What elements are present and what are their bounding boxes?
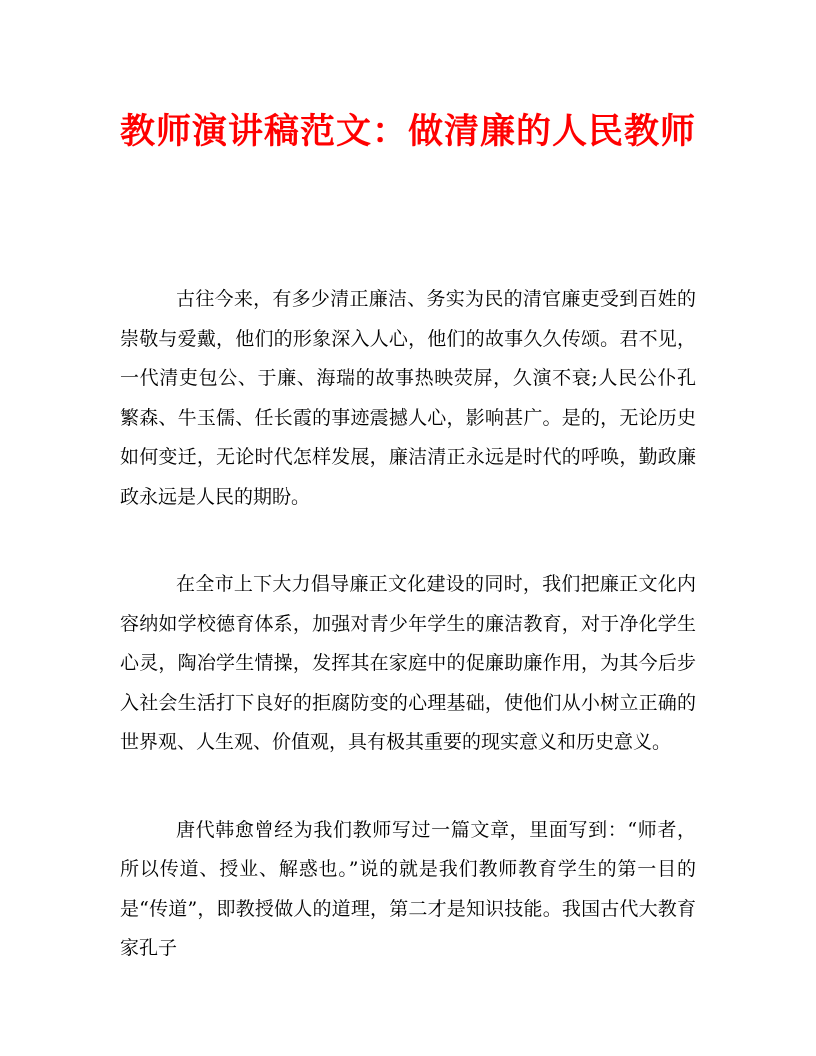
paragraph-1: 古往今来，有多少清正廉洁、务实为民的清官廉吏受到百姓的崇敬与爱戴，他们的形象深入人心，他们的故事久久传颂。君不见，一代清吏包公、于廉、海瑞的故事热映荧屏，久演不衰;人民公仆孔繁森、牛玉儒、任长霞的事迹震撼人心，影响甚广。是的，无论历史如何变迁，无论时代怎样发展，廉洁清正永远是时代的呼唤，勤政廉政永远是人民的期盼。 [120, 288, 696, 508]
document-body [120, 280, 696, 1017]
document-title: 教师演讲稿范文：做清廉的人民教师 [119, 111, 696, 152]
paragraph-2: 在全市上下大力倡导廉正文化建设的同时，我们把廉正文化内容纳如学校德育体系，加强对青少年学生的廉洁教育，对于净化学生心灵，陶冶学生情操，发挥其在家庭中的促廉助廉作用，为其今后步入社会生活打下良好的拒腐防变的心理基础，使他们从小树立正确的世界观、人生观、价值观，具有极其重要的现实意义和历史意义。 [120, 573, 696, 753]
paragraph-3: 唐代韩愈曾经为我们教师写过一篇文章，里面写到：“师者，所以传道、授业、解惑也。”说的就是我们教师教育学生的第一目的是“传道”，即教授做人的道理，第二才是知识技能。我国古代大教育家孔子 [120, 818, 696, 959]
